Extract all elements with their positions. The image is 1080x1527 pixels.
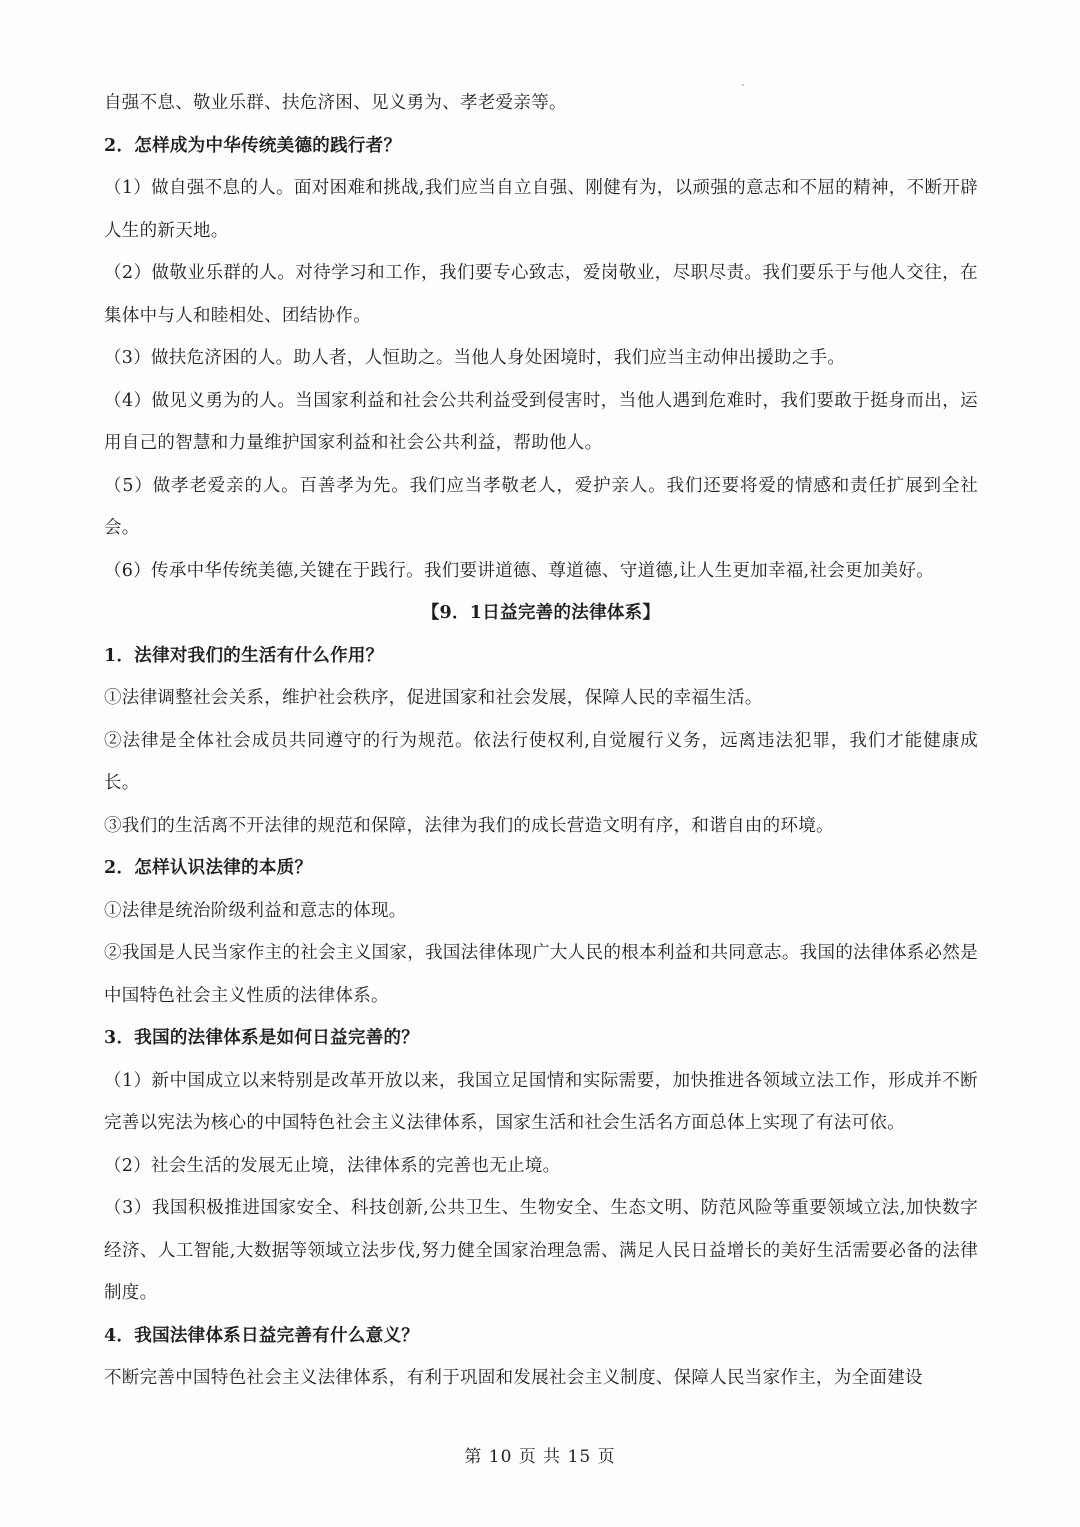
paragraph: （2）做敬业乐群的人。对待学习和工作，我们要专心致志，爱岗敬业，尽职尽责。我们要乐于与他人交往，在集体中与人和睦相处、团结协作。	[104, 263, 978, 326]
paragraph: ①法律是统治阶级利益和意志的体现。	[104, 900, 407, 921]
paragraph: 不断完善中国特色社会主义法律体系，有利于巩固和发展社会主义制度、保障人民当家作主，为全面建设	[104, 1368, 923, 1388]
page-content	[104, 82, 978, 1400]
paragraph: （1）做自强不息的人。面对困难和挑战,我们应当自立自强、刚健有为，以顽强的意志和不屈的精神，不断开辟人生的新天地。	[104, 178, 978, 241]
page-footer: 第 10 页 共 15 页	[464, 1447, 616, 1467]
paragraph: （3）我国积极推进国家安全、科技创新,公共卫生、生物安全、生态文明、防范风险等重要领域立法,加快数字经济、人工智能,大数据等领域立法步伐,努力健全国家治理急需、满足人民日益增长的美好生活需要必备的法律制度。	[104, 1198, 978, 1303]
paragraph: （2）社会生活的发展无止境，法律体系的完善也无止境。	[104, 1155, 561, 1176]
question-heading: 3．我国的法律体系是如何日益完善的？	[104, 1028, 420, 1048]
text-line: 自强不息、敬业乐群、扶危济困、见义勇为、孝老爱亲等。	[104, 93, 567, 113]
paragraph: （1）新中国成立以来特别是改革开放以来，我国立足国情和实际需要，加快推进各领域立法工作，形成并不断完善以宪法为核心的中国特色社会主义法律体系，国家生活和社会生活名方面总体上实现了有法可依。	[104, 1070, 978, 1133]
question-heading: 2．怎样成为中华传统美德的践行者？	[104, 135, 402, 156]
paragraph: （5）做孝老爱亲的人。百善孝为先。我们应当孝敬老人，爱护亲人。我们还要将爱的情感和责任扩展到全社会。	[104, 475, 978, 538]
paragraph: （4）做见义勇为的人。当国家利益和社会公共利益受到侵害时，当他人遇到危难时，我们要敢于挺身而出，运用自己的智慧和力量维护国家利益和社会公共利益，帮助他人。	[104, 390, 978, 453]
paragraph: （3）做扶危济困的人。助人者，人恒助之。当他人身处困境时，我们应当主动伸出援助之手。	[104, 348, 846, 368]
question-heading: 1．法律对我们的生活有什么作用？	[104, 645, 384, 666]
question-heading: 2．怎样认识法律的本质？	[104, 858, 313, 878]
paragraph: ②我国是人民当家作主的社会主义国家，我国法律体现广大人民的根本利益和共同意志。我国的法律体系必然是中国特色社会主义性质的法律体系。	[104, 943, 978, 1006]
section-title: 【9．1日益完善的法律体系】	[421, 603, 661, 623]
paragraph: ①法律调整社会关系，维护社会秩序，促进国家和社会发展，保障人民的幸福生活。	[104, 688, 763, 708]
question-heading: 4．我国法律体系日益完善有什么意义？	[104, 1325, 420, 1346]
paragraph: （6）传承中华传统美德,关键在于践行。我们要讲道德、尊道德、守道德,让人生更加幸福,社会更加美好。	[104, 560, 935, 581]
paragraph: ③我们的生活离不开法律的规范和保障，法律为我们的成长营造文明有序，和谐自由的环境。	[104, 815, 834, 836]
paragraph: ②法律是全体社会成员共同遵守的行为规范。依法行使权利,自觉履行义务，远离违法犯罪，我们才能健康成长。	[104, 730, 978, 793]
